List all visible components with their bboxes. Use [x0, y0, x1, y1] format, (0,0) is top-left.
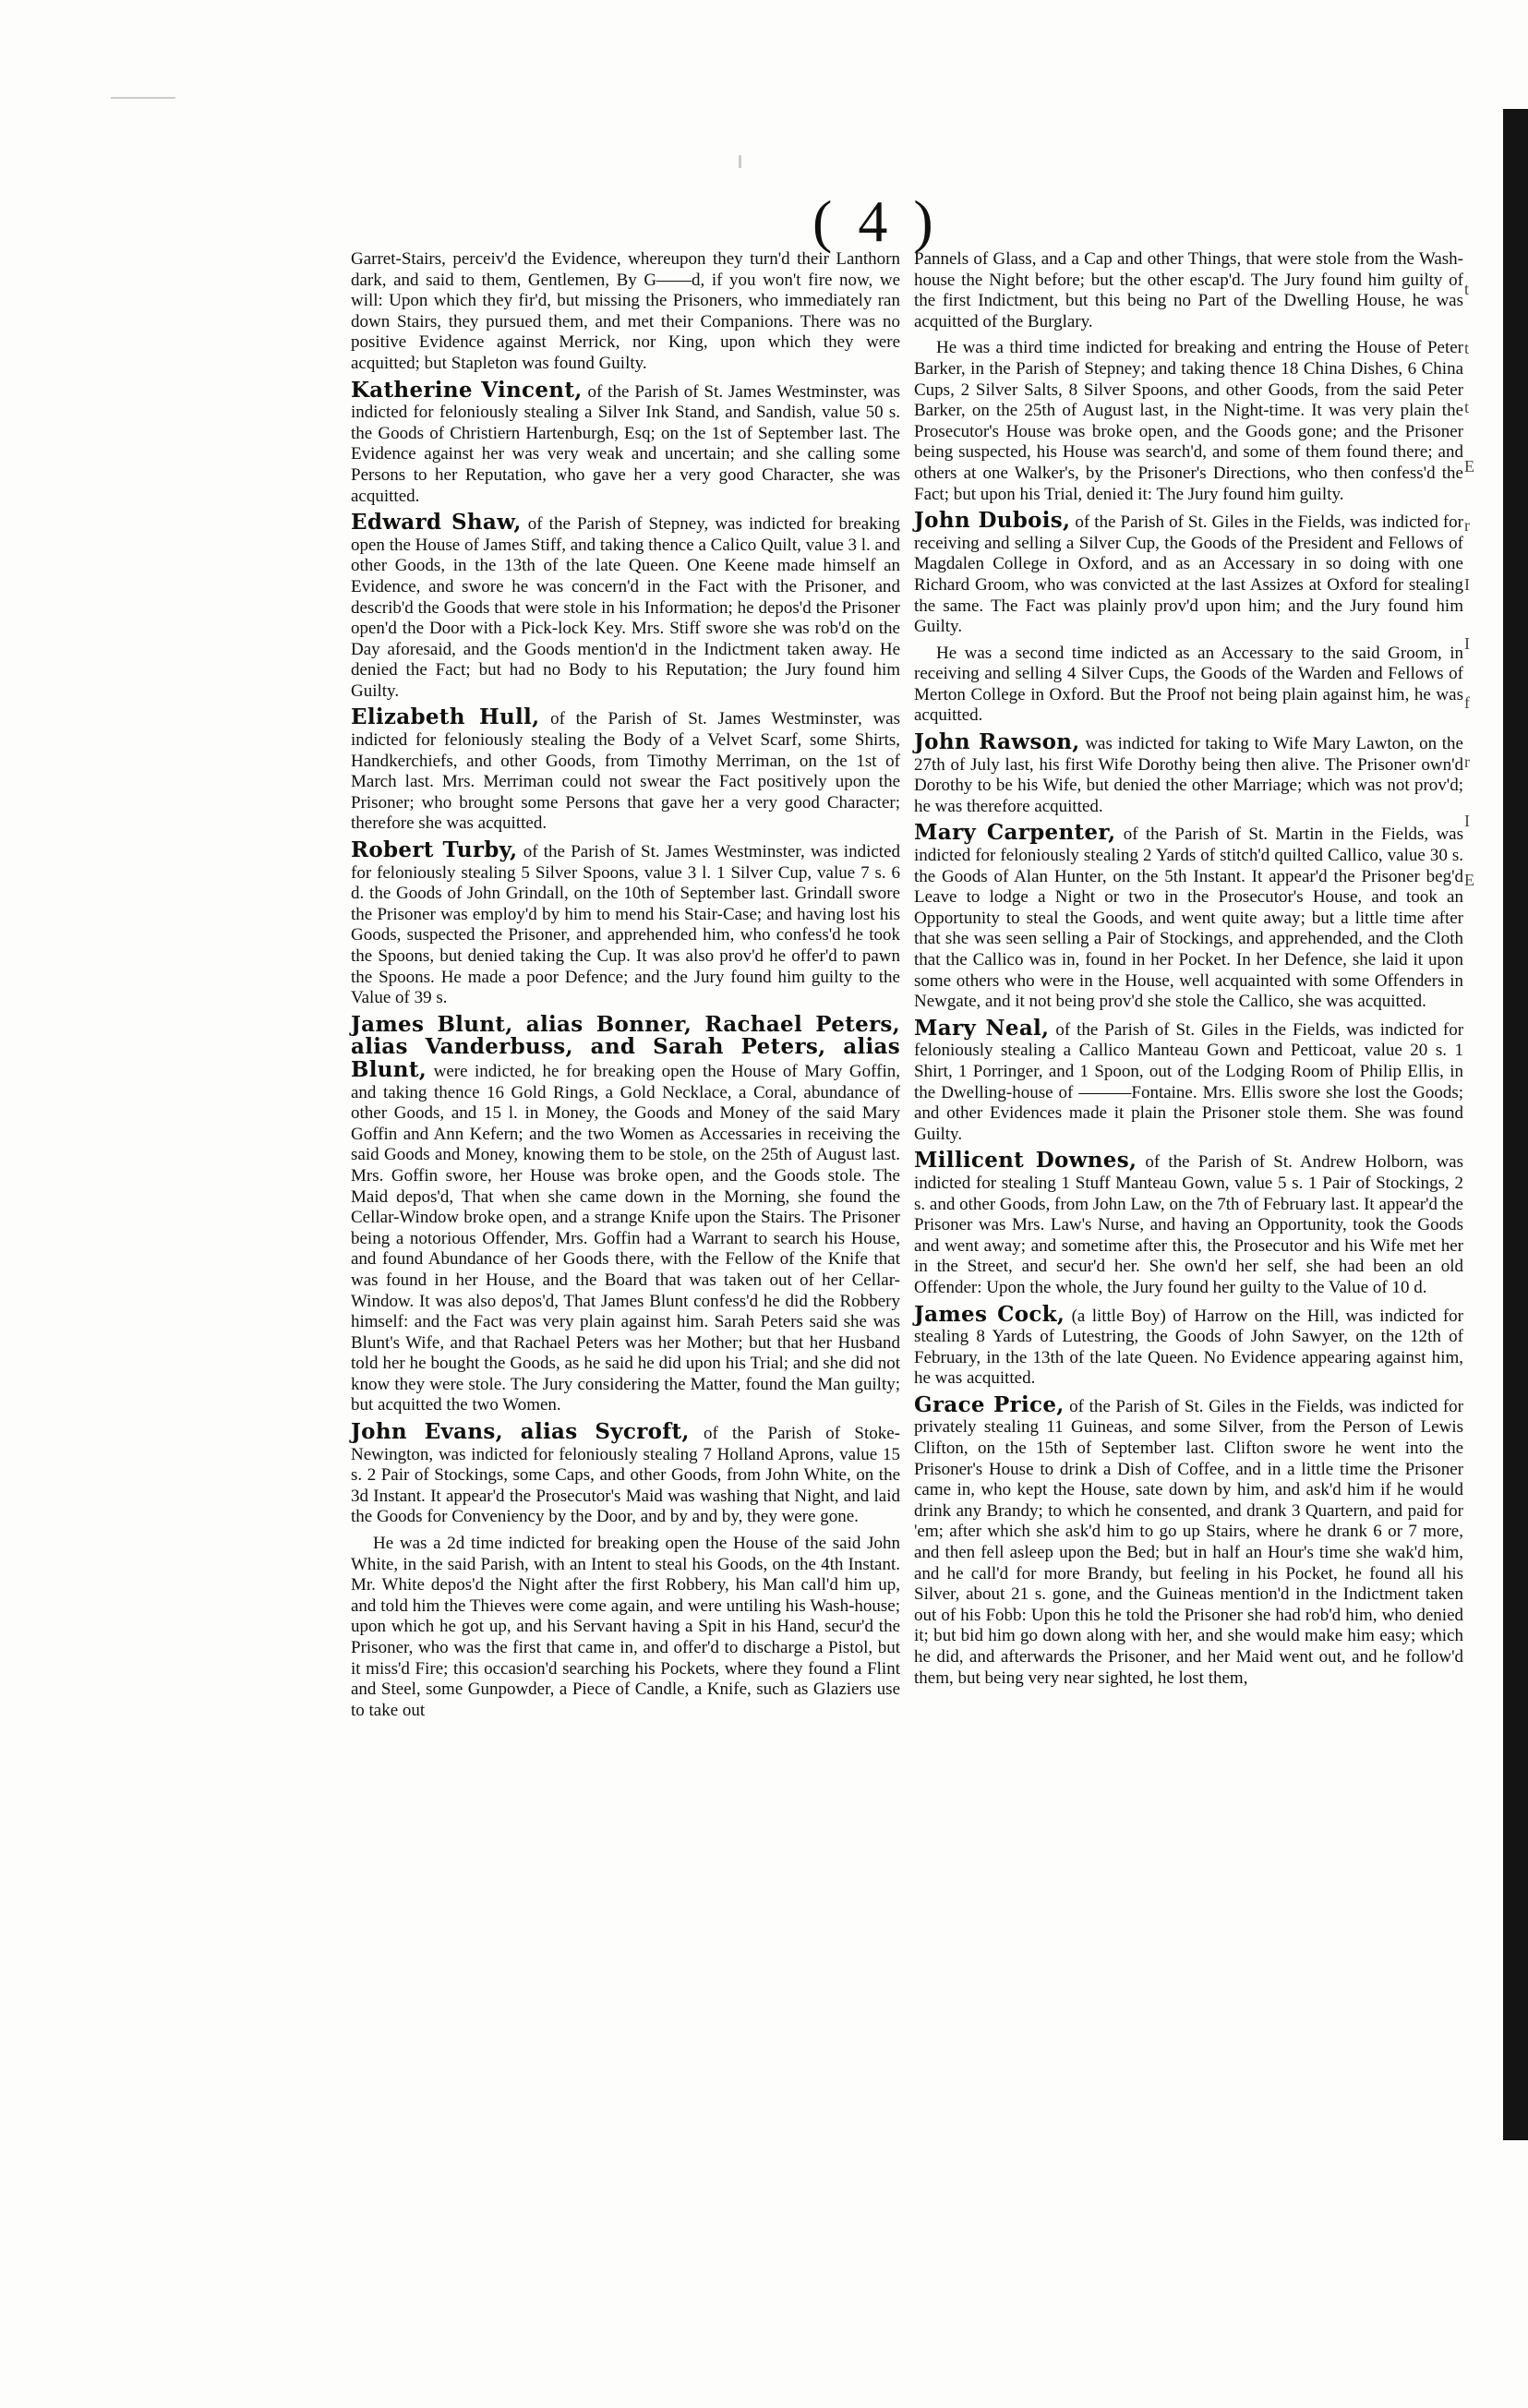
entry-james-cock [914, 1301, 1464, 1390]
entry-millicent-downes [914, 1150, 1463, 1298]
right-column [914, 249, 1463, 1694]
edge-fragment: I [1464, 575, 1470, 594]
edge-fragment: I [1464, 812, 1470, 830]
edge-fragment: f [1464, 693, 1470, 712]
entry-text: of the Parish of St. Giles in the Fields, was indicted for privately stealing 11 Guineas, and some Silver, from the Person of Lewis Clifton, on the 15th of September last. Clifton swore he went into the Prisoner's House to drink a Dish of Coffee, and in a little time the Prisoner came in, who kept the House, sate down by him, and ask'd him if he would drink any Brandy; to which he consented, and drank 3 Quartern, and paid for 'em; after which she ask'd him to go up Stairs, where he drank 6 or 7 more, and then fell asleep upon the Bed; but in half an Hour's time she wak'd him, and he call'd for more Brandy, but feeling in his Pocket, he found all his Silver, about 21 s. gone, and the Guineas mention'd in the Indictment taken out of his Fobb: Upon this he told the Prisoner she had rob'd him, who denied it; but bid him go down along with her, and she would make him easy; which he did, and afterwards the Prisoner, and her Maid went out, and he follow'd them, but being very near sighted, he lost them, [914, 1396, 1464, 1688]
edge-fragment: r [1464, 752, 1470, 771]
edge-fragment: I [1464, 634, 1470, 653]
entry-text: of the Parish of Stepney, was indicted for breaking open the House of James Stiff, and taking thence a Calico Quilt, value 3 l. and other Goods, in the 13th of the late Queen. One Keene made himself an Evidence, and swore he was concern'd in the Fact with the Prisoner, and describ'd the Goods that were stole in his Information; he depos'd the Prisoner open'd the Door with a Pick-lock Key. Mrs. Stiff swore she was rob'd on the Day aforesaid, and the Goods mention'd in the Indictment taken away. He denied the Fact; but had no Body to his Reputation; the Jury found him Guilty. [351, 514, 900, 701]
edge-fragment: E [1464, 457, 1474, 476]
entry-john-dubois [914, 508, 1464, 638]
edge-fragment: t [1464, 280, 1470, 298]
entry-text: of the Parish of St. James Westminster, was indicted for feloniously stealing the Body of a Velvet Scarf, some Shirts, Handkerchiefs, and other Goods, from Timothy Merriman, on the 1st of March last. Mrs. Merriman could not swear the Fact positively upon the Prisoner; who brought some Persons that gave her a very good Character; therefore she was acquitted. [351, 709, 900, 834]
entry-text: was indicted for taking to Wife Mary Lawton, on the 27th of July last, his first Wife Dorothy being then alive. The Prisoner own'd Dorothy to be his Wife, but denied the other Marriage; which was not prov'd; he was therefore acquitted. [914, 734, 1463, 816]
paragraph [351, 1534, 900, 1721]
edge-fragment: t [1464, 339, 1470, 357]
entry-katherine-vincent [351, 377, 900, 508]
paragraph-text: He was a third time indicted for breaking and entring the House of Peter Barker, in the Parish of Stepney; and taking thence 18 China Dishes, 6 China Cups, 2 Silver Salts, 8 Silver Spoons, and other Goods, from the said Peter Barker, on the 25th of August last, in the Night-time. It was very plain the Prosecutor's House was broke open, and the Goods gone; and the Prisoner being suspected, his House was search'd, and some of them found there; and others at one Walker's, by the Prisoner's Directions, who then confess'd the Fact; but upon his Trial, denied it: The Jury found him guilty. [914, 338, 1463, 504]
entry-name: Millicent Downes, [914, 1148, 1137, 1174]
paragraph [914, 338, 1463, 505]
paragraph-text: Pannels of Glass, and a Cap and other Things, that were stole from the Wash-house the Night before; but the other escap'd. The Jury found him guilty of the first Indictment, but this being no Part of the Dwelling House, he was acquitted of the Burglary. [914, 249, 1463, 331]
entry-text: of the Parish of St. James Westminster, was indicted for feloniously stealing a Silver Ink Stand, and Sandish, value 50 s. the Goods of Christiern Hartenburgh, Esq; on the 1st of September last. The Evidence against her was very weak and uncertain; and she calling some Persons to her Reputation, who gave her a very good Character, she was acquitted. [351, 381, 900, 506]
binding-shadow [1503, 109, 1528, 2140]
scan-speck [739, 155, 741, 168]
entry-name: John Evans, alias Sycroft, [351, 1419, 690, 1445]
edge-fragment: r [1464, 516, 1470, 535]
entry-text: of the Parish of St. Giles in the Fields, was indicted for receiving and selling a Silver Cup, the Goods of the President and Fellows of Magdalen College in Oxford, and as an Accessary in so doing with one Richard Groom, who was convicted at the last Assizes at Oxford for stealing the same. The Fact was plainly prov'd upon him; and the Jury found him Guilty. [914, 512, 1464, 637]
entry-james-blunt [351, 1011, 900, 1416]
paragraph [351, 249, 900, 375]
entry-text: of the Parish of St. James Westminster, was indicted for feloniously stealing 5 Silver Spoons, value 3 l. 1 Silver Cup, value 7 s. 6 d. the Goods of John Grindall, on the 10th of September last. Grindall swore the Prisoner was employ'd by him to mend his Stair-Case; and having lost his Goods, suspected the Prisoner, and apprehended him, who confess'd he took the Spoons, but denied taking the Cup. It was also prov'd he offer'd to pawn the Spoons. He made a poor Defence; and the Jury found him guilty to the Value of 39 s. [351, 842, 901, 1008]
entry-name: Mary Neal, [914, 1015, 1050, 1041]
paragraph [914, 249, 1463, 332]
entry-text: of the Parish of St. Giles in the Fields, was indicted for feloniously stealing a Callico Manteau Gown and Petticoat, value 20 s. 1 Shirt, 1 Porringer, and 1 Spoon, out of the Lodging Room of Philip Ellis, in the Dwelling-house of ———Fontaine. Mrs. Ellis swore she lost the Goods; and other Evidences made it plain the Prisoner stole them. She was found Guilty. [914, 1019, 1464, 1144]
paragraph [914, 644, 1463, 727]
paragraph-text: He was a 2d time indicted for breaking open the House of the said John White, in the said Parish, with an Intent to steal his Goods, on the 4th Instant. Mr. White depos'd the Night after the first Robbery, his Man call'd him up, and told him the Thieves were come again, and were untiling his Wash-house; upon which he got up, and his Servant having a Spit in his Hand, secur'd the Prisoner, who was the first that came in, and offer'd to discharge a Pistol, but it miss'd Fire; this occasion'd searching his Pockets, where they found a Flint and Steel, some Gunpowder, a Piece of Candle, a Knife, such as Glaziers use to take out [351, 1534, 900, 1720]
entry-name: Robert Turby, [351, 837, 518, 863]
entry-name: Katherine Vincent, [351, 377, 583, 403]
entry-text: of the Parish of St. Martin in the Fields, was indicted for feloniously stealing 2 Yards of stitch'd quilted Callico, value 30 s. the Goods of Alan Hunter, on the 5th Instant. It appear'd the Prisoner beg'd Leave to lodge a Night or two in the Prosecutor's House, and took an Opportunity to steal the Goods, and went quite away; but a little time after that she was seen selling a Pair of Stockings, and apprehended, and the Cloth that the Callico was in, found in her Pocket. In her Defence, she laid it upon some others who were in the House, well acquainted with some Offenders in Newgate, and it not being prov'd she stole the Callico, she was acquitted. [914, 825, 1464, 1012]
left-column [351, 249, 900, 1727]
adjacent-page-edge-text [1464, 277, 1501, 927]
entry-name: Grace Price, [914, 1391, 1065, 1417]
entry-grace-price [914, 1391, 1464, 1689]
entry-name: Edward Shaw, [351, 510, 522, 536]
entry-name: Mary Carpenter, [914, 820, 1116, 846]
entry-john-rawson [914, 729, 1463, 817]
entry-name: John Rawson, [914, 729, 1080, 755]
entry-john-evans [351, 1419, 900, 1528]
entry-name: James Cock, [914, 1301, 1065, 1327]
entry-text: (a little Boy) of Harrow on the Hill, was indicted for stealing 8 Yards of Lutestring, the Goods of John Sawyer, on the 12th of February, in the 13th of the late Queen. No Evidence appearing against him, he was acquitted. [914, 1306, 1464, 1389]
edge-fragment: t [1464, 398, 1470, 416]
entry-robert-turby [351, 837, 901, 1009]
scan-speck [111, 97, 175, 99]
entry-text: were indicted, he for breaking open the House of Mary Goffin, and taking thence 16 Gold Rings, a Gold Necklace, a Coral, abundance of other Goods, and 15 l. in Money, the Goods and Money of the said Mary Goffin and Ann Kefern; and the two Women as Accessaries in receiving the said Goods and Money, knowing them to be stole, on the 25th of August last. Mrs. Goffin swore, her House was broke open, and the Goods stole. The Maid depos'd, That when she came down in the Morning, she found the Cellar-Window broke open, and a strange Knife upon the Stairs. The Prisoner being a notorious Offender, Mrs. Goffin had a Warrant to search his House, and found Abundance of her Goods there, with the Fellow of the Knife that was found in her House, and the Board that was taken out of her Cellar-Window. It was also depos'd, That James Blunt confess'd he did the Robbery himself: and the Fact was very plain against him. Sarah Peters said she was Blunt's Wife, and that Rachael Peters was her Mother; but that her Husband told her he bought the Goods, as he said he did upon his Trial; and she did not know they were stole. The Jury considering the Matter, found the Man guilty; but acquitted the two Women. [351, 1061, 900, 1415]
entry-name: John Dubois, [914, 508, 1071, 534]
entry-elizabeth-hull [351, 704, 900, 835]
entry-mary-neal [914, 1015, 1464, 1146]
entry-mary-carpenter [914, 820, 1464, 1012]
paragraph-text: He was a second time indicted as an Accessary to the said Groom, in receiving and selling 4 Silver Cups, the Goods of the Warden and Fellows of Merton College in Oxford. But the Proof not being plain against him, he was acquitted. [914, 643, 1463, 726]
entry-name: James Blunt, alias Bonner, Rachael Peters, alias Vanderbuss, and Sarah Peters, alias Blunt, [351, 1011, 900, 1082]
edge-fragment: E [1464, 871, 1474, 889]
page-number: ( 4 ) [812, 188, 939, 254]
entry-name: Elizabeth Hull, [351, 704, 540, 730]
entry-text: of the Parish of St. Andrew Holborn, was indicted for stealing 1 Stuff Manteau Gown, value 5 s. 1 Pair of Stockings, 2 s. and other Goods, from John Law, on the 7th of February last. It appear'd the Prisoner was Mrs. Law's Nurse, and having an Opportunity, took the Goods and went away; and sometime after this, the Prosecutor and his Wife met her in the Street, and secur'd her. She own'd her self, she had been an old Offender: Upon the whole, the Jury found her guilty to the Value of 10 d. [914, 1152, 1463, 1297]
paragraph-text: Garret-Stairs, perceiv'd the Evidence, whereupon they turn'd their Lanthorn dark, and said to them, Gentlemen, By G——d, if you won't fire now, we will: Upon which they fir'd, but missing the Prisoners, who immediately ran down Stairs, they pursued them, and met their Companions. There was no positive Evidence against Merrick, nor King, upon which they were acquitted; but Stapleton was found Guilty. [351, 249, 900, 373]
entry-text: of the Parish of Stoke-Newington, was indicted for feloniously stealing 7 Holland Aprons, value 15 s. 2 Pair of Stockings, some Caps, and other Goods, from John White, on the 3d Instant. It appear'd the Prosecutor's Maid was washing that Night, and laid the Goods for Conveniency by the Door, and by and by, they were gone. [351, 1424, 900, 1527]
entry-edward-shaw [351, 512, 900, 702]
